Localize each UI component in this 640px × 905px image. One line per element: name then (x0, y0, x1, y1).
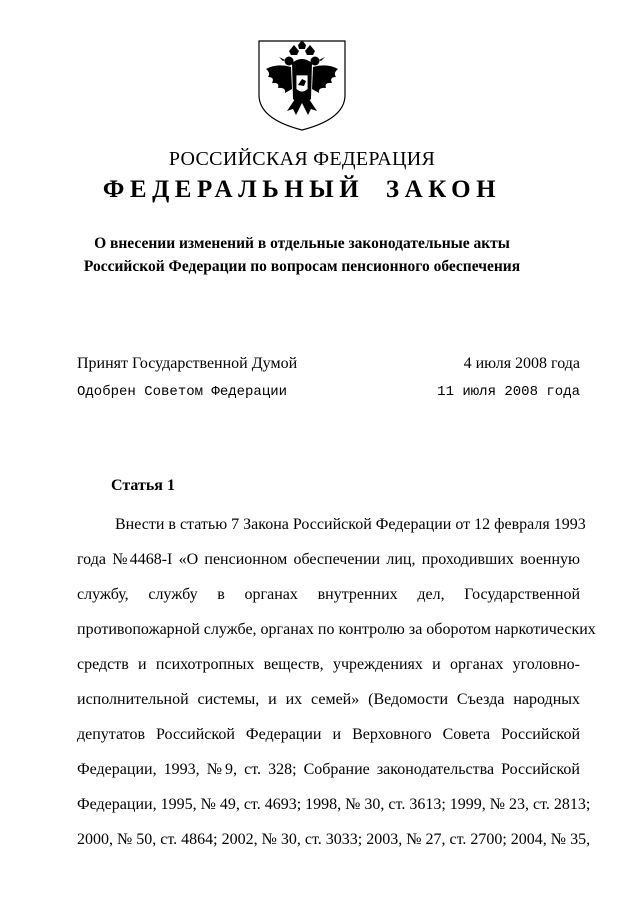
article-line: исполнительной системы, и их семей» (Ведомости Съезда народных (77, 691, 580, 708)
document-type-heading: ФЕДЕРАЛЬНЫЙ ЗАКОН (102, 176, 502, 203)
council-approval-label: Одобрен Советом Федерации (77, 384, 288, 400)
article-line: Федерации, 1995, № 49, ст. 4693; 1998, № 30, ст. 3613; 1999, № 23, ст. 2813; (77, 796, 591, 813)
coat-of-arms-icon (251, 37, 353, 133)
article-heading: Статья 1 (111, 477, 175, 494)
article-line: 2000, № 50, ст. 4864; 2002, № 30, ст. 3033; 2003, № 27, ст. 2700; 2004, № 35, (77, 831, 591, 848)
article-line: Федерации, 1993, №9, ст. 328; Собрание законодательства Российской (77, 761, 580, 778)
council-approval-date: 11 июля 2008 года (437, 384, 580, 400)
law-title (80, 232, 524, 278)
article-body (77, 507, 596, 857)
law-title-line-2: Российской Федерации по вопросам пенсионного обеспечения (83, 258, 521, 275)
duma-adoption-date: 4 июля 2008 года (463, 355, 580, 372)
article-line: года №4468-I «О пенсионном обеспечении лиц, проходивших военную (77, 551, 580, 568)
duma-adoption-label: Принят Государственной Думой (77, 355, 298, 372)
article-line: депутатов Российской Федерации и Верховного Совета Российской (77, 726, 580, 743)
duma-adoption-row (77, 355, 580, 373)
article-line: Внести в статью 7 Закона Российской Федерации от 12 февраля 1993 (115, 516, 586, 533)
article-line: службу, службу в органах внутренних дел, Государственной (77, 586, 580, 603)
article-line: средств и психотропных веществ, учреждениях и органах уголовно- (77, 656, 580, 673)
country-name: РОССИЙСКАЯ ФЕДЕРАЦИЯ (168, 148, 436, 170)
article-line: противопожарной службе, органах по контролю за оборотом наркотических (77, 621, 596, 638)
law-title-line-1: О внесении изменений в отдельные законодательные акты (94, 235, 510, 252)
council-approval-row (77, 384, 580, 400)
